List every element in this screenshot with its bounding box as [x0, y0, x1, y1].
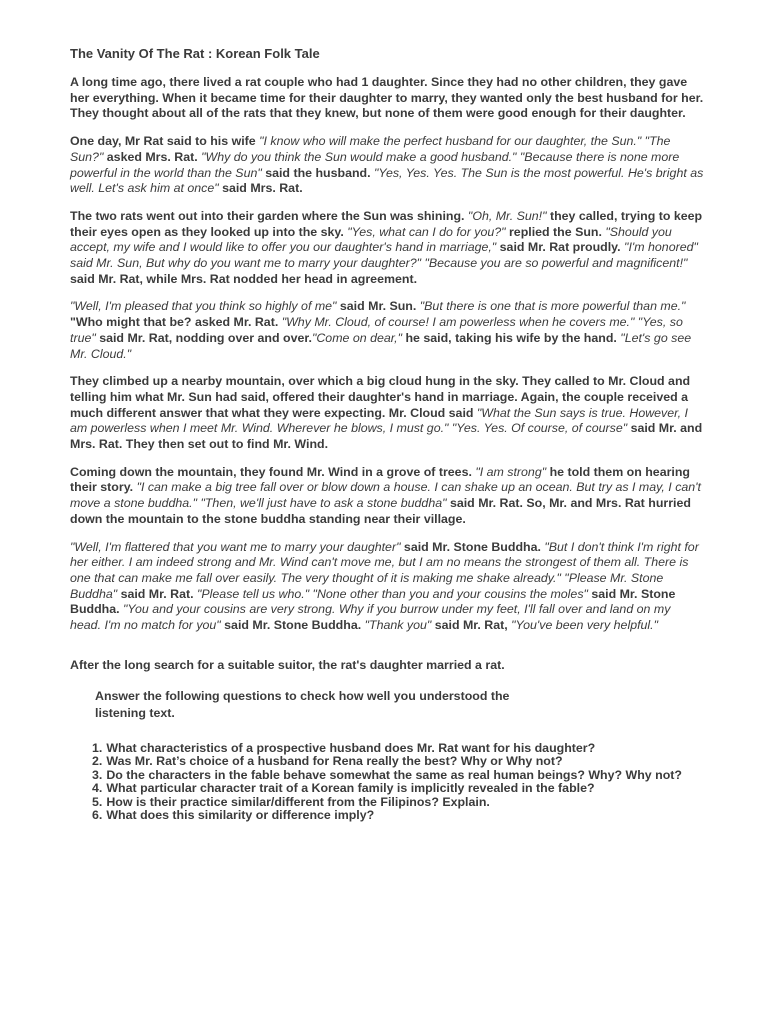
dialogue-run: "But there is one that is more powerful than me."	[419, 299, 686, 314]
dialogue-run: "I'm honored" said Mr. Sun, But why do you want me to marry your daughter?" "Because you are so powerful and magnificent!"	[70, 240, 698, 271]
dialogue-run: "Should you accept, my wife and I would like to offer you our daughter's hand in marriage,"	[70, 224, 672, 255]
question-text: Do the characters in the fable behave somewhat the same as real human beings? Why? Why not?	[106, 767, 682, 782]
narration-run: they called, trying to keep their eyes open as they looked up into the sky.	[70, 208, 703, 239]
dialogue-run: "Oh, Mr. Sun!"	[467, 208, 550, 223]
question-item	[92, 796, 704, 810]
question-number: 6.	[92, 808, 103, 822]
narration-run: A long time ago, there lived a rat couple who had 1 daughter. Since they had no other children, they gave her everything. When it became time for their daughter to marry, they wanted only the best husband for her. They thought about all of the rats that they knew, but none of them were good enough for their daughter.	[70, 75, 704, 121]
question-number: 1.	[92, 740, 103, 755]
story-paragraph	[70, 374, 704, 453]
dialogue-run: "Let's go see Mr. Cloud."	[70, 330, 692, 361]
narration-run: said Mr. Rat.	[120, 586, 197, 601]
question-text: What does this similarity or difference imply?	[106, 808, 375, 822]
dialogue-run: "Well, I'm flattered that you want me to marry your daughter"	[70, 539, 404, 554]
story-paragraph	[70, 540, 704, 634]
question-number: 5.	[92, 794, 103, 809]
dialogue-run: "Yes, Yes. Yes. The Sun is the most powerful. He's bright as well. Let's ask him at once"	[70, 165, 704, 196]
dialogue-run: "I am strong"	[475, 464, 550, 479]
dialogue-run: "Why Mr. Cloud, of course! I am powerless when he covers me." "Yes, so true"	[70, 315, 683, 345]
dialogue-run: "Why do you think the Sun would make a good husband." "Because there is none more powerful in the world than the Sun"	[70, 149, 680, 180]
story-paragraph	[70, 465, 704, 528]
narration-run: One day, Mr Rat said to his wife	[70, 134, 260, 149]
question-text: How is their practice similar/different from the Filipinos? Explain.	[106, 794, 490, 809]
story-paragraphs	[70, 75, 704, 634]
narration-run: said Mr. Stone Buddha.	[403, 539, 545, 554]
question-number: 3.	[92, 767, 103, 782]
dialogue-run: "Well, I'm pleased that you think so highly of me"	[70, 299, 340, 314]
dialogue-run: "Please tell us who." "None other than you and your cousins the moles"	[197, 586, 592, 601]
narration-run: said Mr. Stone Buddha.	[70, 586, 676, 617]
narration-run: Coming down the mountain, they found Mr. Wind in a grove of trees.	[70, 464, 476, 479]
dialogue-run: "But I don't think I'm right for her either. I am indeed strong and Mr. Wind can't move me, but I am no means the strongest of them all. There is one that can make me fall over easily. The very thought of it is making me shake already." "Please Mr. Stone Buddha"	[70, 539, 699, 601]
questions-list	[92, 742, 704, 823]
question-text: What particular character trait of a Korean family is implicitly revealed in the fable?	[106, 781, 595, 795]
dialogue-run: "You and your cousins are very strong. Why if you burrow under my feet, I'll fall over and land on my head. I'm no match for you"	[70, 602, 671, 633]
question-item	[92, 742, 704, 756]
question-item	[92, 769, 704, 783]
story-paragraph	[70, 75, 704, 122]
dialogue-run: "You've been very helpful."	[511, 618, 659, 633]
story-paragraph	[70, 134, 704, 197]
instruction-text: Answer the following questions to check how well you understood the listening text.	[95, 688, 510, 720]
question-number: 4.	[92, 781, 103, 795]
narration-run: They climbed up a nearby mountain, over which a big cloud hung in the sky. They called to Mr. Cloud and telling him what Mr. Sun had said, offered their daughter's hand in marriage. Again, the couple received a much different answer that what they were expecting. Mr. Cloud said	[70, 374, 691, 420]
dialogue-run: "Yes, what can I do for you?"	[347, 224, 509, 239]
narration-run: said Mr. Rat,	[434, 618, 512, 633]
narration-run: said Mr. Rat, while Mrs. Rat nodded her head in agreement.	[70, 271, 418, 286]
narration-run: said Mr. Rat, nodding over and over.​	[99, 330, 312, 345]
narration-run: replied the Sun.	[508, 224, 606, 239]
narration-run: asked Mrs. Rat.	[106, 149, 202, 164]
narration-run: he said, taking his wife by the hand.	[405, 330, 621, 345]
narration-run: said Mr. Sun.	[339, 299, 420, 314]
question-number: 2.	[92, 754, 103, 768]
question-text: Was Mr. Rat’s choice of a husband for Rena really the best? Why or Why not?	[106, 754, 563, 768]
narration-run: said Mr. Stone Buddha.	[224, 618, 365, 633]
document-title: The Vanity Of The Rat : Korean Folk Tale	[70, 46, 320, 61]
narration-run: he told them on hearing their story.	[70, 464, 690, 495]
dialogue-run: "What the Sun says is true. However, I am powerless when I meet Mr. Wind. Wherever he blows, I must go." "Yes. Yes. Of course, of course"	[70, 405, 688, 436]
dialogue-run: "Come on dear,"	[311, 330, 406, 345]
question-item	[92, 809, 704, 823]
narration-run: "Who might that be? asked Mr. Rat.	[70, 315, 282, 330]
dialogue-run: "I can make a big tree fall over or blow down a house. I can shake up an ocean. But try as I may, I can't move a stone buddha." "Then, we'll just have to ask a stone buddha"	[70, 480, 701, 511]
narration-run: said Mr. and Mrs. Rat. They then set out to find Mr. Wind.	[70, 421, 703, 452]
narration-run: The two rats went out into their garden where the Sun was shining.	[70, 208, 468, 223]
story-paragraph	[70, 299, 704, 362]
question-item	[92, 782, 704, 796]
narration-run: said Mr. Rat proudly.	[499, 240, 625, 255]
narration-run: said the husband.	[265, 165, 374, 180]
dialogue-run: "Thank you"	[364, 618, 435, 633]
narration-run: said Mr. Rat. So, Mr. and Mrs. Rat hurried down the mountain to the stone buddha standing near their village.	[70, 496, 691, 526]
closing-paragraph: After the long search for a suitable suitor, the rat's daughter married a rat.	[70, 657, 505, 672]
question-item	[92, 755, 704, 769]
narration-run: said Mrs. Rat.	[222, 181, 303, 196]
dialogue-run: "I know who will make the perfect husband for our daughter, the Sun." "The Sun?"	[70, 134, 671, 164]
question-text: What characteristics of a prospective husband does Mr. Rat want for his daughter?	[106, 740, 596, 755]
story-paragraph	[70, 209, 704, 288]
